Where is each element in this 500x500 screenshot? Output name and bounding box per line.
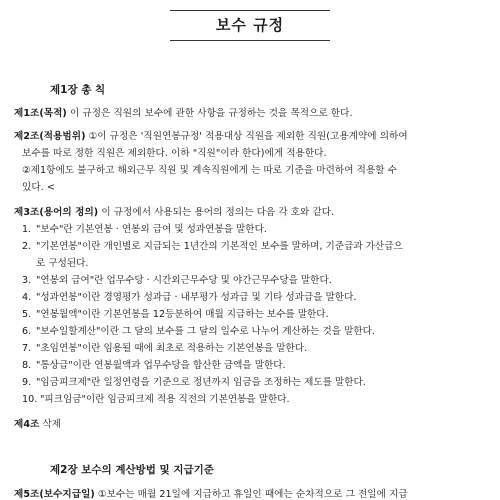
article-1-text: 이 규정은 직원의 보수에 관한 사항을 규정하는 것을 목적으로 한다. [66, 108, 353, 119]
article-2-heading: 제2조(적용범위) [14, 131, 86, 142]
article-2 [14, 128, 494, 142]
title-bottom-rule [170, 40, 330, 41]
article-2-line-2: 보수를 따로 정한 직원은 제외한다. 이하 "직원"이라 한다)에게 적용한다. [22, 148, 327, 159]
definition-number: 2. [22, 241, 32, 252]
article-5 [14, 486, 494, 500]
article-4 [14, 416, 494, 430]
chapter-1-heading: 제1장 총 칙 [50, 84, 106, 96]
document-title: 보수 규정 [215, 16, 285, 34]
definition-number: 5. [22, 309, 32, 320]
definition-text: "연봉외 급여"란 업무수당 · 시간외근무수당 및 야간근무수당을 말한다. [36, 275, 332, 286]
definition-number: 6. [22, 326, 32, 337]
article-3 [14, 204, 494, 218]
definition-item [22, 221, 494, 235]
definition-number: 4. [22, 292, 32, 303]
definition-item [22, 323, 494, 337]
title-top-rule [170, 10, 330, 11]
definition-item [22, 289, 494, 303]
article-2-line-4: 있다. < [22, 182, 55, 193]
definition-item [22, 391, 494, 405]
definition-item [22, 272, 494, 286]
article-2-line-3: ②제1항에도 불구하고 해외근무 직원 및 계속직원에게 는 따로 기준을 마련하여 적용할 수 [22, 165, 398, 176]
chapter-2-heading: 제2장 보수의 계산방법 및 지급기준 [50, 464, 214, 476]
article-3-heading: 제3조(용어의 정의) [14, 207, 99, 218]
definition-text: "초임연봉"이란 임용될 때에 최초로 적용하는 기본연봉을 말한다. [36, 343, 308, 354]
article-3-intro: 이 규정에서 사용되는 용어의 정의는 다음 각 호와 같다. [98, 207, 335, 218]
definition-text: "연봉월액"이란 기본연봉을 12등분하여 매월 지급하는 보수를 말한다. [36, 309, 329, 320]
definition-item [22, 357, 494, 371]
definition-text: "통상급"이란 연봉월액과 업무수당을 합산한 금액을 말한다. [36, 360, 286, 371]
article-5-heading: 제5조(보수지급일) [14, 489, 95, 500]
definition-text: "피크임금"이란 임금피크제 적용 직전의 기본연봉을 말한다. [40, 394, 290, 405]
definition-text: "보수"란 기본연봉 · 연봉외 급여 및 성과연봉을 말한다. [36, 224, 267, 235]
definition-number: 1. [22, 224, 32, 235]
definition-text: "성과연봉"이란 경영평가 성과급 · 내부평가 성과급 및 기타 성과급을 말한다. [36, 292, 357, 303]
definition-text: "기본연봉"이란 개인별로 지급되는 1년간의 기본적인 보수를 말하며, 기준급과 가산급으 [36, 241, 403, 252]
definition-text: "임금피크제"란 일정연령을 기준으로 정년까지 임금을 조정하는 제도를 말한다. [36, 377, 366, 388]
definition-number: 10. [22, 394, 38, 405]
definition-number: 9. [22, 377, 32, 388]
definition-item [22, 340, 494, 354]
article-1-heading: 제1조(목적) [14, 108, 67, 119]
article-5-text: ①보수는 매월 21일에 지급하고 휴일인 때에는 순차적으로 그 전일에 지급 [94, 489, 408, 500]
definition-item-continuation: 로 구성된다. [36, 258, 89, 269]
definition-text: "보수일할계산"이란 그 달의 보수를 그 달의 일수로 나누어 계산하는 것을 말한다. [36, 326, 375, 337]
article-1 [14, 105, 494, 119]
definition-number: 7. [22, 343, 32, 354]
definition-number: 3. [22, 275, 32, 286]
definition-item [22, 238, 494, 252]
definition-number: 8. [22, 360, 32, 371]
definition-item [22, 374, 494, 388]
article-4-heading: 제4조 [14, 419, 40, 430]
definition-item [22, 306, 494, 320]
article-4-text: 삭제 [39, 419, 62, 430]
article-2-line-1: ①이 규정은 '직원연봉규정' 적용대상 직원을 제외한 직원(고용계약에 의하여 [85, 131, 408, 142]
